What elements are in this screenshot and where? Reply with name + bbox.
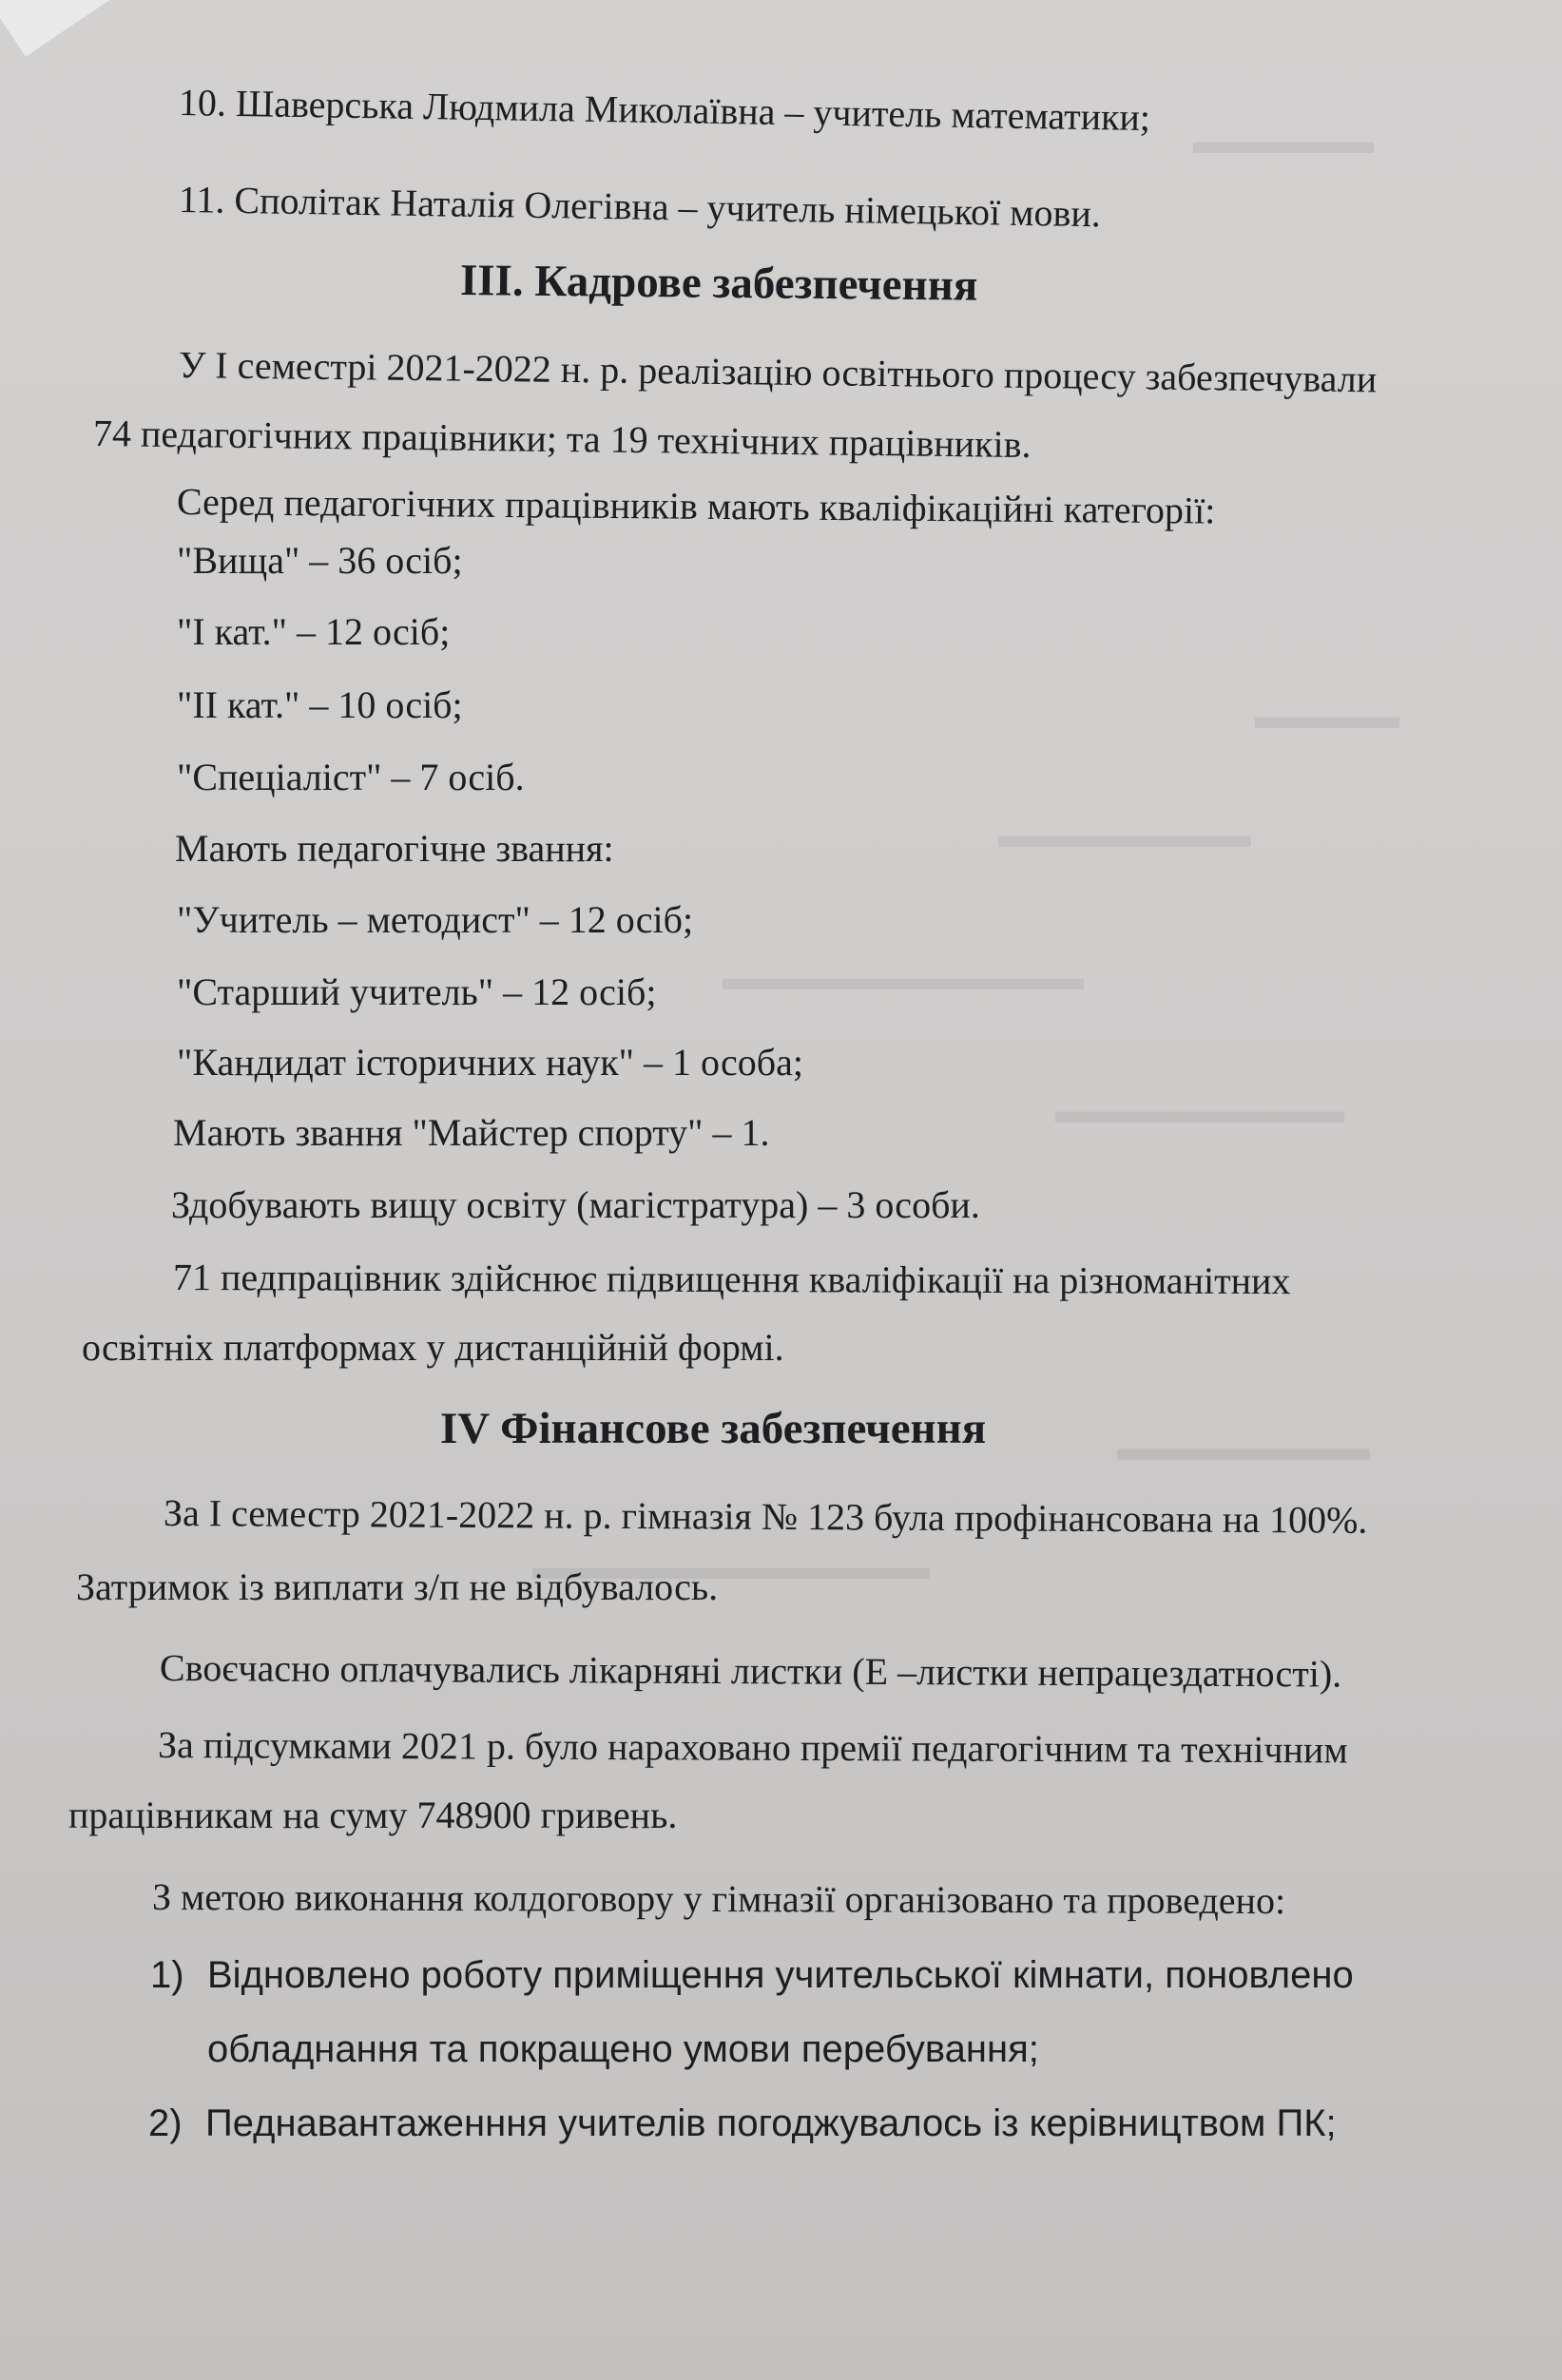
show-through-text: ▬▬▬▬▬ [1193,122,1374,162]
category-item: "ІІ кат." – 10 осіб; [177,683,463,726]
sport-title-line: Мають звання "Майстер спорту" – 1. [173,1111,770,1154]
categories-intro: Серед педагогічних працівників мають кваліфікаційні категорії: [176,480,1216,532]
title-item: "Кандидат історичних наук" – 1 особа; [177,1041,803,1084]
finance-paragraph-4: З метою виконання колдоговору у гімназії організовано та проведено: [151,1875,1286,1923]
list-item-1-line-2: обладнання та покращено умови перебування; [207,2028,1039,2070]
finance-paragraph-1-line-1: За І семестр 2021-2022 н. р. гімназія № 123 була профінансована на 100%. [163,1491,1368,1542]
list-item-1-line-1: Відновлено роботу приміщення учительської кімнати, поновлено [207,1954,1354,1996]
staff-item-10: 10. Шаверська Людмила Миколаївна – учитель математики; [178,81,1151,140]
finance-paragraph-3-line-1: За підсумками 2021 р. було нараховано премії педагогічним та технічним [157,1723,1348,1772]
section-3-heading: ІІІ. Кадрове забезпечення [459,256,978,311]
section-4-heading: IV Фінансове забезпечення [440,1404,987,1453]
category-item: "Спеціаліст" – 7 осіб. [177,756,525,798]
masters-line: Здобувають вищу освіту (магістратура) – 3 особи. [171,1183,980,1226]
list-item-2-line-1: Педнавантаженння учителів погоджувалось із керівництвом ПК; [205,2102,1337,2144]
show-through-text: ▬▬▬▬▬▬▬ [998,816,1251,855]
finance-paragraph-2: Своєчасно оплачувались лікарняні листки (Е –листки непрацездатності). [159,1646,1342,1696]
show-through-text: ▬▬▬▬▬▬▬▬▬▬▬ [532,1547,930,1587]
section-3-intro-line-2: 74 педагогічних працівники; та 19 технічних працівників. [92,412,1032,467]
title-item: "Учитель – методист" – 12 осіб; [177,898,694,941]
titles-intro: Мають педагогічне звання: [175,827,614,870]
category-item: "Вища" – 36 осіб; [177,539,463,582]
finance-paragraph-3-line-2: працівникам на суму 748900 гривень. [68,1794,678,1836]
list-number: 1) [150,1954,184,1996]
show-through-text: ▬▬▬▬▬▬▬▬ [1055,1091,1344,1131]
category-item: "І кат." – 12 осіб; [177,610,451,653]
training-line-2: освітніх платформах у дистанційній формі. [82,1326,784,1369]
title-item: "Старший учитель" – 12 осіб; [177,970,657,1013]
finance-paragraph-1-line-2: Затримок із виплати з/п не відбувалось. [76,1565,719,1608]
show-through-text: ▬▬▬▬▬▬▬ [1117,1429,1370,1468]
show-through-text: ▬▬▬▬ [1255,697,1399,737]
list-number: 2) [148,2102,183,2144]
staff-item-11: 11. Сполітак Наталія Олегівна – учитель німецької мови. [178,178,1102,236]
show-through-text: ▬▬▬▬▬▬▬▬▬▬ [723,958,1084,998]
training-line-1: 71 педпрацівник здійснює підвищення кваліфікації на різноманітних [172,1256,1291,1303]
section-3-intro-line-1: У І семестрі 2021-2022 н. р. реалізацію освітнього процесу забезпечували [178,343,1378,401]
page-corner [0,0,136,56]
